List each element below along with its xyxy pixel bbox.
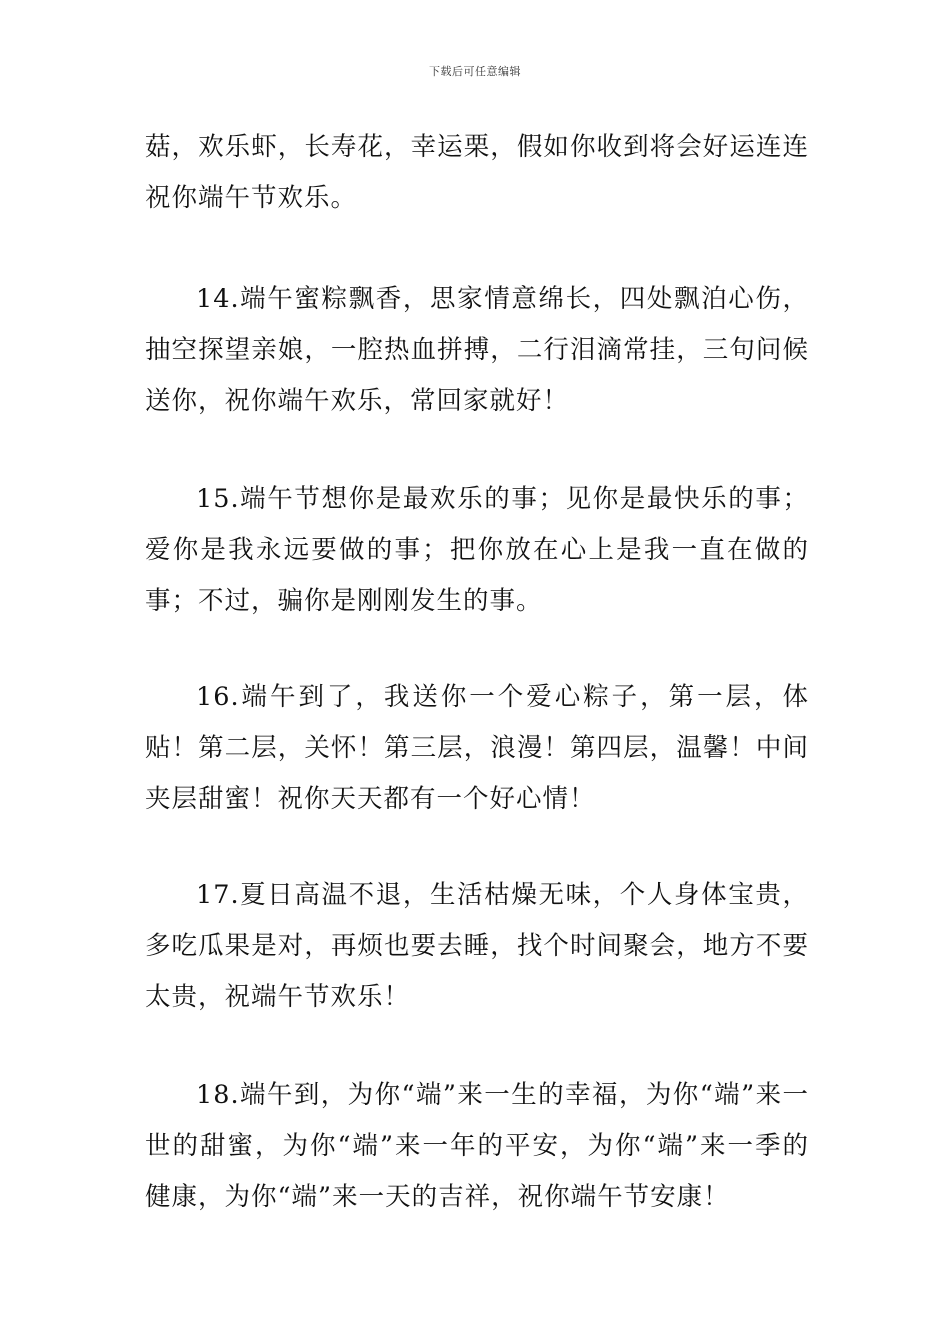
- paragraph-continuation: 菇，欢乐虾，长寿花，幸运栗，假如你收到将会好运连连祝你端午节欢乐。: [145, 132, 809, 213]
- paragraph-18: 18.端午到，为你“端”来一生的幸福，为你“端”来一世的甜蜜，为你“端”来一年的平安，为你“端”来一季的健康，为你“端”来一天的吉祥，祝你端午节安康！: [145, 1080, 809, 1212]
- paragraph-15: 15.端午节想你是最欢乐的事；见你是最快乐的事；爱你是我永远要做的事；把你放在心上是我一直在做的事；不过，骗你是刚刚发生的事。: [145, 484, 809, 616]
- paragraph-14: 14.端午蜜粽飘香，思家情意绵长，四处飘泊心伤，抽空探望亲娘，一腔热血拼搏，二行泪滴常挂，三句问候送你，祝你端午欢乐，常回家就好！: [145, 284, 809, 416]
- paragraph-17: 17.夏日高温不退，生活枯燥无味，个人身体宝贵，多吃瓜果是对，再烦也要去睡，找个时间聚会，地方不要太贵，祝端午节欢乐！: [145, 880, 809, 1012]
- paragraph-16: 16.端午到了，我送你一个爱心粽子，第一层，体贴！第二层，关怀！第三层，浪漫！第四层，温馨！中间夹层甜蜜！祝你天天都有一个好心情！: [145, 682, 809, 814]
- page-header-note: 下载后可任意编辑: [429, 65, 521, 78]
